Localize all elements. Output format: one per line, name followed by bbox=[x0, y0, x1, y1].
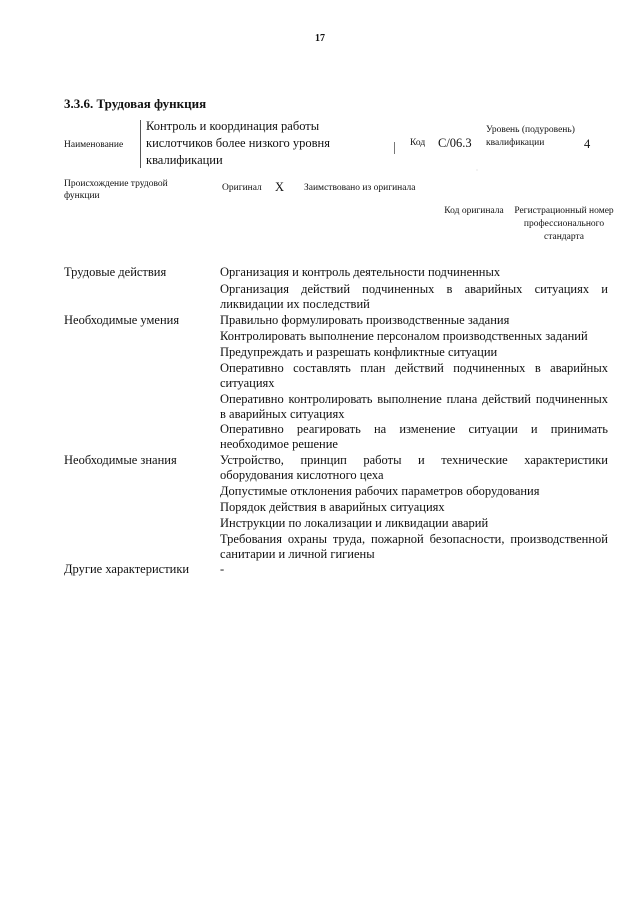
list-item: Оперативно составлять план действий подчиненных в аварийных ситуациях bbox=[220, 361, 608, 390]
section-label-labor-actions: Трудовые действия bbox=[64, 265, 167, 279]
section-title: 3.3.6. Трудовая функция bbox=[64, 96, 207, 111]
list-item: Порядок действия в аварийных ситуациях bbox=[220, 500, 445, 514]
code-label: Код bbox=[410, 138, 426, 148]
section-label-knowledge: Необходимые знания bbox=[64, 453, 177, 467]
borrowed-label: Заимствовано из оригинала bbox=[304, 183, 416, 193]
code-original-label: Код оригинала bbox=[444, 206, 504, 216]
list-item: - bbox=[220, 562, 225, 576]
level-label: Уровень (подуровень) квалификации bbox=[486, 125, 575, 148]
name-label: Наименование bbox=[64, 140, 124, 150]
page-number: 17 bbox=[315, 33, 325, 44]
code-value: C/06.3 bbox=[438, 136, 472, 150]
list-item: Допустимые отклонения рабочих параметров оборудования bbox=[220, 484, 540, 498]
reg-number-label: Регистрационный номер профессионального стандарта bbox=[514, 206, 614, 242]
function-name: Контроль и координация работы кислотчиков более низкого уровня квалификации bbox=[146, 119, 330, 167]
list-item: Организация и контроль деятельности подчиненных bbox=[220, 265, 501, 279]
code-separator bbox=[394, 142, 395, 154]
section-label-skills: Необходимые умения bbox=[64, 313, 180, 327]
list-item: Оперативно контролировать выполнение плана действий подчиненных в аварийных ситуациях bbox=[220, 392, 608, 421]
original-label: Оригинал bbox=[222, 183, 262, 193]
origin-label: Происхождение трудовой функции bbox=[64, 179, 168, 201]
scan-mark: ˌ bbox=[476, 165, 478, 171]
original-mark: X bbox=[275, 180, 285, 194]
list-item: Оперативно реагировать на изменение ситуации и принимать необходимое решение bbox=[220, 422, 608, 451]
list-item: Контролировать выполнение персоналом производственных заданий bbox=[220, 329, 588, 343]
level-value: 4 bbox=[584, 137, 591, 151]
list-item: Предупреждать и разрешать конфликтные ситуации bbox=[220, 345, 498, 359]
list-item: Инструкции по локализации и ликвидации аварий bbox=[220, 516, 489, 530]
list-item: Устройство, принцип работы и технические характеристики оборудования кислотного цеха bbox=[220, 453, 608, 482]
list-item: Требования охраны труда, пожарной безопасности, производственной санитарии и личной гигиены bbox=[220, 532, 608, 561]
section-label-other: Другие характеристики bbox=[64, 562, 190, 576]
list-item: Организация действий подчиненных в аварийных ситуациях и ликвидации их последствий bbox=[220, 282, 608, 311]
list-item: Правильно формулировать производственные задания bbox=[220, 313, 510, 327]
